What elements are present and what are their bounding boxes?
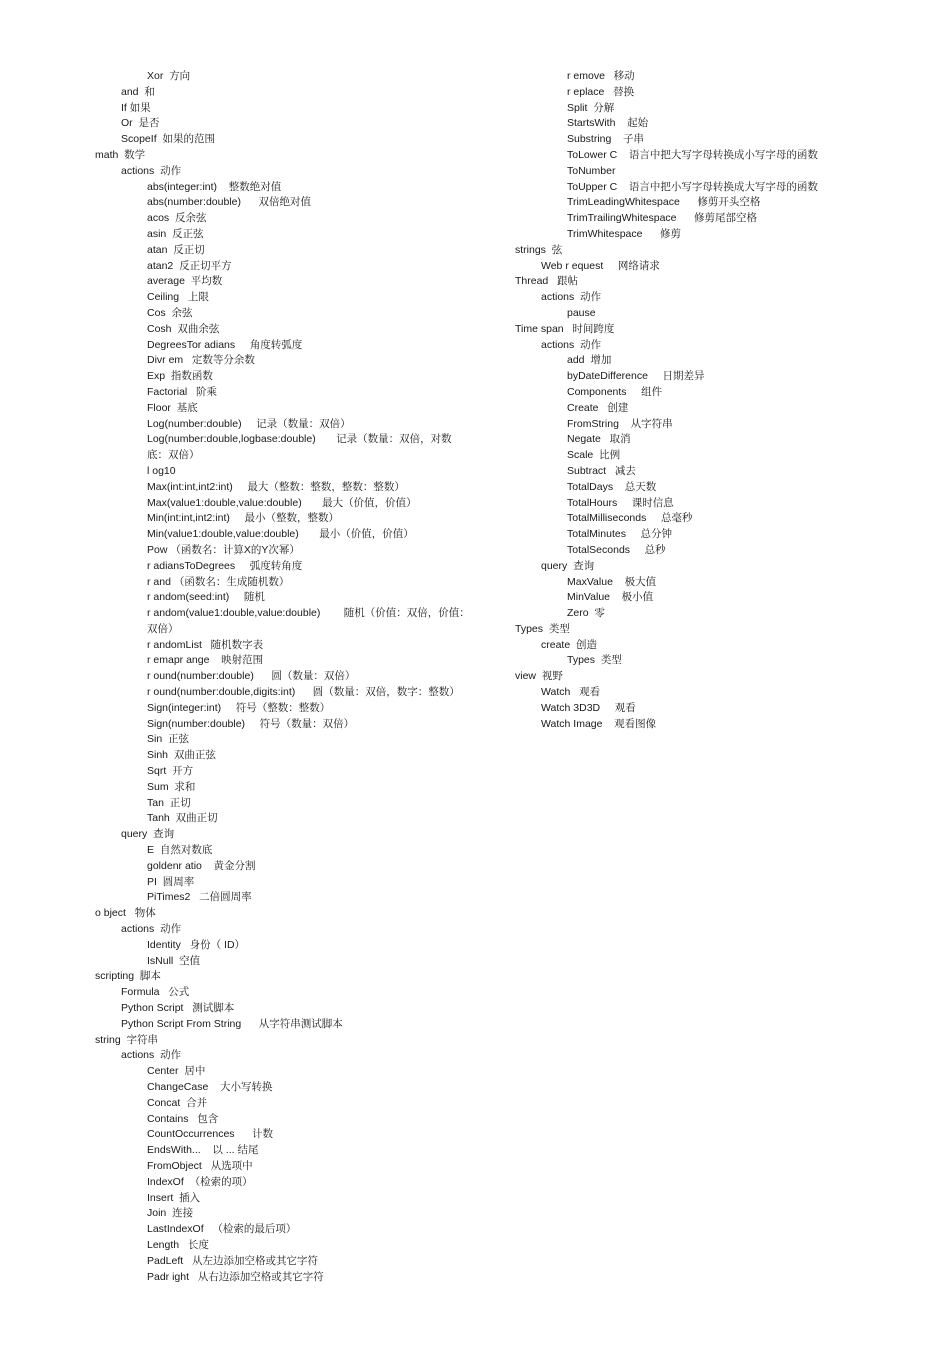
glossary-entry: FromObject 从选项中 [147, 1159, 253, 1172]
glossary-entry: actions 动作 [121, 923, 182, 936]
glossary-entry: actions 动作 [541, 338, 602, 351]
glossary-entry: Types 类型 [515, 622, 570, 635]
glossary-entry: Factorial 阶乘 [147, 385, 218, 398]
glossary-entry: Split 分解 [567, 101, 615, 114]
glossary-entry: Center 居中 [147, 1065, 206, 1078]
glossary-entry: TotalMilliseconds 总毫秒 [567, 512, 693, 525]
glossary-entry: PadLeft 从左边添加空格或其它字符 [147, 1254, 318, 1267]
glossary-entry: TotalMinutes 总分钟 [567, 528, 673, 541]
glossary-entry: Time span 时间跨度 [515, 322, 615, 335]
glossary-entry: actions 动作 [541, 291, 602, 304]
glossary-entry: Watch 观看 [541, 686, 601, 699]
glossary-entry: Sin 正弦 [147, 733, 190, 746]
glossary-entry: Watch Image 观看图像 [541, 717, 657, 730]
glossary-entry: TotalHours 课时信息 [567, 496, 674, 509]
glossary-entry: Sqrt 开方 [147, 765, 194, 778]
glossary-entry: r emove 移动 [567, 70, 635, 82]
glossary-entry: actions 动作 [121, 164, 182, 177]
glossary-entry: r eplace 替换 [567, 85, 635, 98]
glossary-entry: Pow （函数名：计算X的Y次幂） [147, 543, 300, 556]
glossary-entry: query 查询 [121, 828, 175, 841]
glossary-entry: Divr em 定数等分余数 [147, 354, 255, 367]
glossary-entry: Components 组件 [567, 385, 663, 398]
glossary-entry: TrimLeadingWhitespace 修剪开头空格 [567, 196, 761, 209]
glossary-entry: Tanh 双曲正切 [147, 812, 218, 825]
glossary-entry: Insert 插入 [147, 1191, 201, 1204]
glossary-entry: byDateDifference 日期差异 [567, 370, 705, 383]
glossary-entry: TotalDays 总天数 [567, 480, 657, 493]
glossary-entry: IndexOf （检索的项） [147, 1175, 253, 1188]
glossary-entry: and 和 [121, 85, 155, 98]
glossary-entry: Sum 求和 [147, 780, 196, 793]
glossary-entry: FromString 从字符串 [567, 417, 673, 430]
glossary-entry: abs(number:double) 双倍绝对值 [147, 196, 311, 209]
glossary-entry: Python Script 测试脚本 [121, 1002, 235, 1015]
glossary-entry: Log(number:double,logbase:double) 记录（数量：双倍，对数 [147, 433, 452, 446]
glossary-entry: Zero 零 [567, 607, 605, 620]
glossary-entry: LastIndexOf （检索的最后项） [147, 1223, 297, 1236]
glossary-entry: r ound(number:double) 圆（数量：双倍） [147, 670, 356, 683]
glossary-entry: ScopeIf 如果的范围 [121, 133, 215, 146]
glossary-entry: o bject 物体 [95, 907, 156, 920]
glossary-entry: Scale 比例 [567, 449, 621, 462]
glossary-entry: DegreesTor adians 角度转弧度 [147, 338, 303, 351]
glossary-entry: MaxValue 极大值 [567, 575, 657, 588]
glossary-entry: r andom(seed:int) 随机 [147, 591, 265, 604]
glossary-entry: Contains 包含 [147, 1112, 219, 1125]
glossary-entry: IsNull 空值 [147, 954, 201, 967]
glossary-entry: actions 动作 [121, 1049, 182, 1062]
glossary-entry: Create 创建 [567, 401, 629, 414]
left-column [95, 69, 495, 1285]
glossary-entry: StartsWith 起始 [567, 117, 649, 130]
glossary-entry: average 平均数 [147, 275, 223, 288]
glossary-entry: Padr ight 从右边添加空格或其它字符 [147, 1270, 324, 1283]
glossary-entry: add 增加 [567, 354, 612, 367]
glossary-entry: Sinh 双曲正弦 [147, 749, 216, 762]
right-column [515, 69, 935, 732]
glossary-entry: Tan 正切 [147, 796, 191, 809]
glossary-entry: ToLower C 语言中把大写字母转换成小写字母的函数 [567, 148, 818, 161]
glossary-entry: view 视野 [515, 670, 563, 683]
glossary-entry: atan 反正切 [147, 243, 205, 256]
glossary-entry: query 查询 [541, 559, 595, 572]
glossary-entry: r and （函数名：生成随机数） [147, 575, 290, 588]
glossary-entry: asin 反正弦 [147, 227, 204, 240]
glossary-entry: pause [567, 306, 596, 319]
glossary-entry: Max(int:int,int2:int) 最大（整数：整数，整数：整数） [147, 480, 405, 493]
glossary-entry: Cos 余弦 [147, 306, 193, 319]
glossary-entry: create 创造 [541, 638, 598, 651]
glossary-entry: Negate 取消 [567, 433, 631, 446]
glossary-entry: ChangeCase 大小写转换 [147, 1081, 273, 1093]
glossary-entry: Thread 跟帖 [515, 275, 579, 288]
glossary-entry: Or 是否 [121, 117, 160, 130]
glossary-entry: Length 长度 [147, 1238, 209, 1251]
glossary-entry: Substring 子串 [567, 133, 645, 146]
glossary-entry: r andom(value1:double,value:double) 随机（价值：双倍，价值： [147, 607, 470, 620]
glossary-entry: acos 反余弦 [147, 212, 207, 225]
glossary-entry: Python Script From String 从字符串测试脚本 [121, 1017, 343, 1030]
glossary-entry: TotalSeconds 总秒 [567, 543, 666, 556]
glossary-entry: r emapr ange 映射范围 [147, 654, 264, 667]
glossary-entry: Subtract 减去 [567, 464, 636, 477]
glossary-entry: r adiansToDegrees 弧度转角度 [147, 559, 303, 572]
glossary-entry: Formula 公式 [121, 986, 190, 999]
glossary-entry: Xor 方向 [147, 70, 191, 82]
glossary-entry: r ound(number:double,digits:int) 圆（数量：双倍，数字：整数） [147, 686, 460, 699]
glossary-entry: Min(value1:double,value:double) 最小（价值，价值） [147, 528, 414, 541]
glossary-entry: string 字符串 [95, 1033, 159, 1046]
glossary-entry: Concat 合并 [147, 1096, 208, 1109]
glossary-entry: goldenr atio 黄金分割 [147, 859, 256, 872]
glossary-entry: atan2 反正切平方 [147, 259, 232, 272]
glossary-entry: Watch 3D3D 观看 [541, 701, 636, 714]
glossary-entry: math 数学 [95, 148, 146, 161]
glossary-entry: Sign(integer:int) 符号（整数：整数） [147, 701, 331, 714]
glossary-entry: Identity 身份（ ID） [147, 938, 246, 951]
glossary-entry: Join 连接 [147, 1207, 194, 1220]
glossary-entry: ToNumber [567, 164, 616, 177]
glossary-entry: Exp 指数函数 [147, 370, 213, 383]
glossary-entry: E 自然对数底 [147, 844, 213, 857]
glossary-entry: MinValue 极小值 [567, 591, 654, 604]
glossary-entry: Min(int:int,int2:int) 最小（整数，整数） [147, 512, 339, 525]
glossary-entry: If 如果 [121, 101, 151, 114]
glossary-entry: Sign(number:double) 符号（数量：双倍） [147, 717, 355, 730]
glossary-entry: Cosh 双曲余弦 [147, 322, 220, 335]
glossary-entry: Ceiling 上限 [147, 291, 209, 304]
glossary-entry: Log(number:double) 记录（数量：双倍） [147, 417, 351, 430]
glossary-entry: 底：双倍） [147, 449, 200, 462]
glossary-entry: scripting 脚本 [95, 970, 161, 983]
glossary-entry: PI 圆周率 [147, 875, 195, 888]
glossary-entry: Max(value1:double,value:double) 最大（价值，价值） [147, 496, 417, 509]
glossary-entry: PiTimes2 二倍圆周率 [147, 891, 252, 904]
glossary-entry: Types 类型 [567, 654, 622, 667]
glossary-entry: strings 弦 [515, 243, 563, 256]
glossary-entry: Floor 基底 [147, 401, 198, 414]
glossary-entry: TrimTrailingWhitespace 修剪尾部空格 [567, 212, 757, 225]
glossary-entry: EndsWith... 以 ... 结尾 [147, 1144, 259, 1157]
glossary-entry: ToUpper C 语言中把小写字母转换成大写字母的函数 [567, 180, 818, 193]
glossary-entry: abs(integer:int) 整数绝对值 [147, 180, 282, 193]
glossary-entry: r andomList 随机数字表 [147, 638, 264, 651]
glossary-entry: TrimWhitespace 修剪 [567, 227, 681, 240]
glossary-entry: CountOccurrences 计数 [147, 1128, 274, 1141]
glossary-entry: 双倍） [147, 622, 179, 635]
glossary-entry: Web r equest 网络请求 [541, 259, 660, 272]
glossary-entry: l og10 [147, 464, 176, 477]
